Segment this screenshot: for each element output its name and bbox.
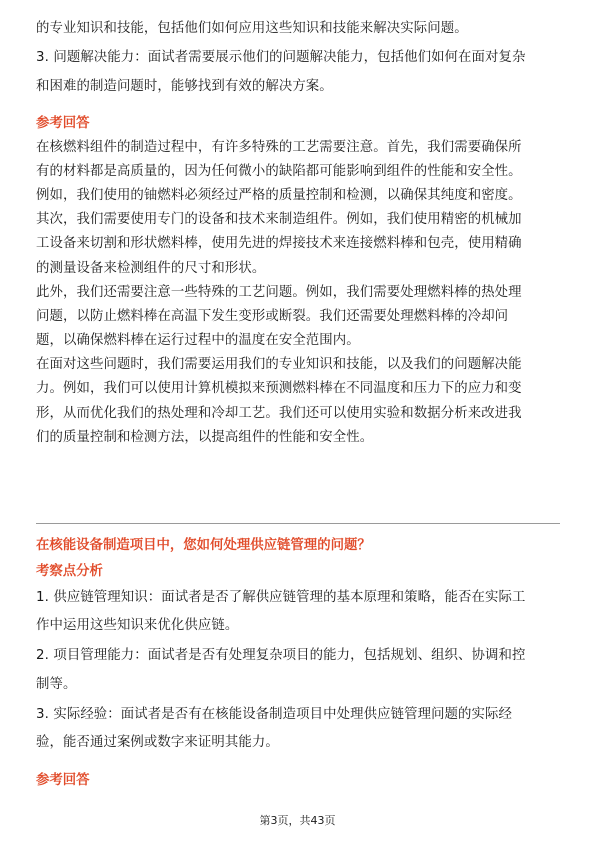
text-line: 作中运用这些知识来优化供应链。 (36, 618, 239, 634)
text-line: 1. 供应链管理知识：面试者是否了解供应链管理的基本原理和策略，能否在实际工 (36, 590, 526, 605)
text-line: 有的材料都是高质量的，因为任何微小的缺陷都可能影响到组件的性能和安全性。 (36, 163, 522, 179)
text-line: 问题，以防止燃料棒在高温下发生变形或断裂。我们还需要处理燃料棒的冷却问 (36, 308, 509, 324)
text-line: 题，以确保燃料棒在运行过程中的温度在安全范围内。 (36, 333, 360, 349)
text-line: 此外，我们还需要注意一些特殊的工艺问题。例如，我们需要处理燃料棒的热处理 (36, 284, 522, 300)
text-line: 3. 实际经验：面试者是否有在核能设备制造项目中处理供应链管理问题的实际经 (36, 706, 513, 722)
text-line: 和困难的制造问题时，能够找到有效的解决方案。 (36, 79, 333, 95)
text-line: 验，能否通过案例或数字来证明其能力。 (36, 734, 279, 750)
text-line: 例如，我们使用的铀燃料必须经过严格的质量控制和检测，以确保其纯度和密度。 (36, 187, 522, 203)
text-line: 在面对这些问题时，我们需要运用我们的专业知识和技能，以及我们的问题解决能 (36, 357, 522, 373)
text-line: 制等。 (36, 676, 77, 692)
text-line: 在核燃料组件的制造过程中，有许多特殊的工艺需要注意。首先，我们需要确保所 (36, 139, 522, 155)
text-line: 工设备来切割和形状燃料棒，使用先进的焊接技术来连接燃料棒和包壳，使用精确 (36, 236, 522, 252)
analysis-heading: 考察点分析 (36, 564, 103, 579)
page-number: 第3页，共43页 (259, 814, 336, 827)
analysis-item-3 (36, 703, 560, 755)
analysis-item-1 (36, 586, 560, 638)
answer-heading: 参考回答 (36, 773, 90, 789)
analysis-item-2-continuation (36, 17, 560, 41)
text-line: 的专业知识和技能，包括他们如何应用这些知识和技能来解决实际问题。 (36, 21, 468, 36)
section-previous-question (36, 17, 560, 450)
text-line: 3. 问题解决能力：面试者需要展示他们的问题解决能力，包括他们如何在面对复杂 (36, 50, 526, 66)
section-divider (36, 523, 560, 524)
analysis-item-2 (36, 644, 560, 696)
text-line: 的测量设备来检测组件的尺寸和形状。 (36, 260, 266, 276)
text-line: 2. 项目管理能力：面试者是否有处理复杂项目的能力，包括规划、组织、协调和控 (36, 648, 526, 664)
answer-heading: 参考回答 (36, 115, 90, 131)
text-line: 们的质量控制和检测方法，以提高组件的性能和安全性。 (36, 429, 374, 445)
question-title: 在核能设备制造项目中，您如何处理供应链管理的问题？ (36, 538, 371, 553)
text-line: 力。例如，我们可以使用计算机模拟来预测燃料棒在不同温度和压力下的应力和变 (36, 381, 522, 397)
text-line: 其次，我们需要使用专门的设备和技术来制造组件。例如，我们使用精密的机械加 (36, 212, 522, 228)
answer-body (36, 136, 560, 450)
analysis-item-3 (36, 46, 560, 99)
text-line: 形，从而优化我们的热处理和冷却工艺。我们还可以使用实验和数据分析来改进我 (36, 405, 522, 421)
section-question (36, 534, 560, 793)
